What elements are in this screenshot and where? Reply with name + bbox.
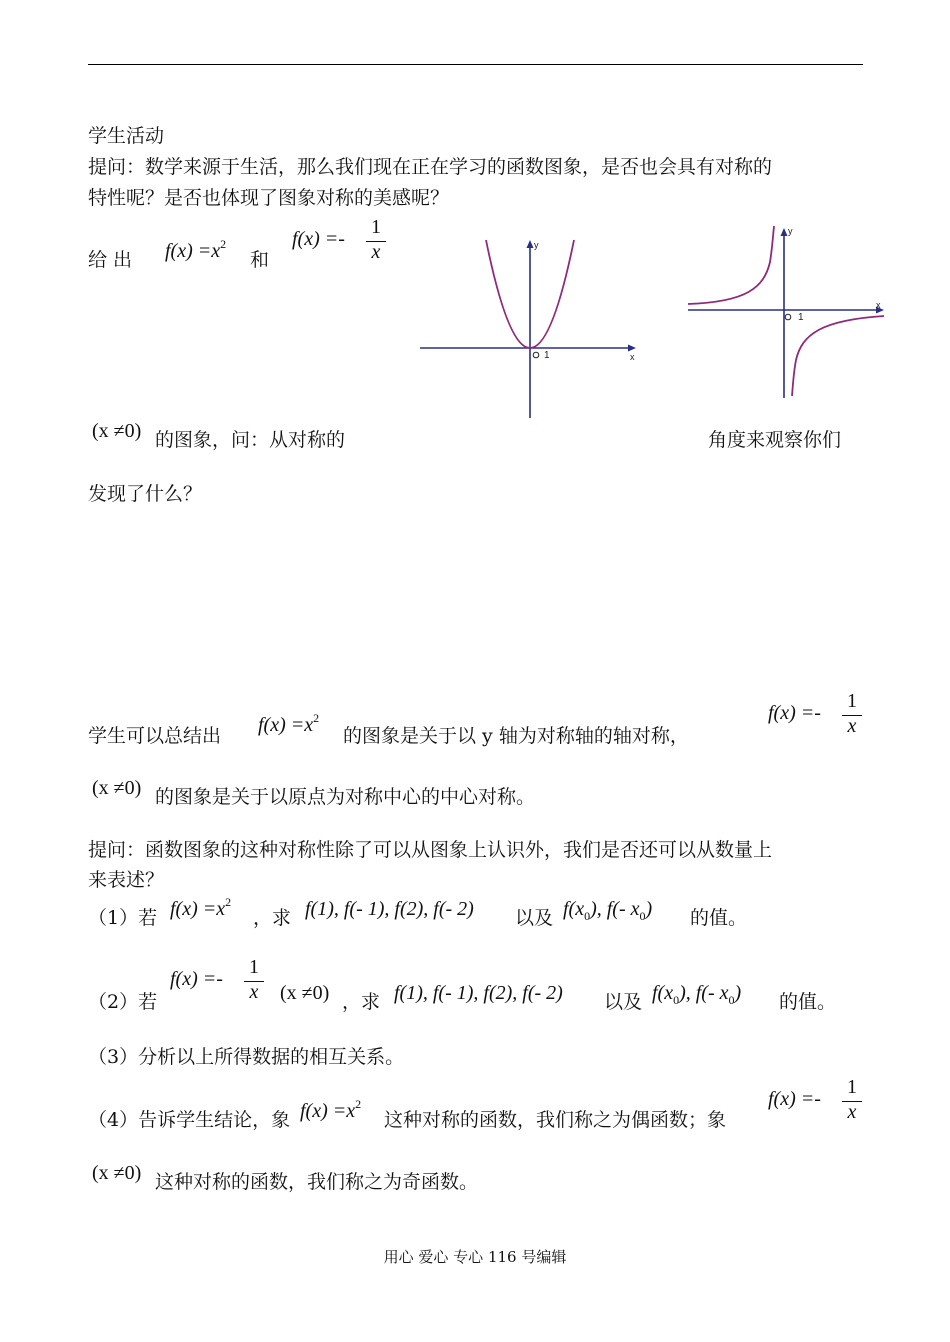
formula-reciprocal: f(x) =- xyxy=(768,1088,821,1110)
page-footer: 用心 爱心 专心 116 号编辑 xyxy=(383,1248,567,1266)
item-2-also: 以及 xyxy=(604,991,643,1013)
formula-square: $f(x) =x^2$ xyxy=(165,237,227,262)
question-line-1: 提问：数学来源于生活，那么我们现在正在学习的函数图象，是否也会具有对称的 xyxy=(88,156,773,178)
item-1-also: 以及 xyxy=(515,907,554,929)
item-2-values: f(1), f(- 1), f(2), f(- 2) xyxy=(394,982,563,1004)
item-2-prefix: （2）若 xyxy=(88,991,158,1013)
tick-label-1: 1 xyxy=(798,312,804,323)
condition-x-nonzero: (x ≠0) xyxy=(280,982,330,1004)
formula-square: $f(x) =x^2$ xyxy=(258,711,320,736)
formula-square: $f(x) =x^2$ xyxy=(300,1097,362,1122)
condition-x-nonzero: (x ≠0) xyxy=(92,777,142,799)
item-2-ask: ，求 xyxy=(342,991,381,1013)
item-3: （3）分析以上所得数据的相互关系。 xyxy=(88,1046,405,1068)
axis-label-x: x xyxy=(630,352,635,362)
tick-label-1: 1 xyxy=(544,350,550,361)
x-axis-arrow xyxy=(628,345,636,352)
and-label: 和 xyxy=(250,249,270,271)
item-1-prefix: （1）若 xyxy=(88,907,158,929)
y-axis-arrow xyxy=(527,240,534,248)
formula-reciprocal: f(x) =- xyxy=(292,228,345,250)
item-4-prefix: （4）告诉学生结论，象 xyxy=(88,1109,291,1131)
section-heading: 学生活动 xyxy=(88,125,165,147)
formula-reciprocal: f(x) =- xyxy=(170,968,223,990)
item-4-end: 这种对称的函数，我们称之为奇函数。 xyxy=(155,1171,479,1193)
item-4-middle: 这种对称的函数，我们称之为偶函数；象 xyxy=(384,1109,727,1131)
item-1-ask: ，求 xyxy=(253,907,292,929)
item-1-x0-values: $f(x_0)$, f(- $x_0$) xyxy=(563,898,653,923)
formula-reciprocal: f(x) =- xyxy=(768,702,821,724)
axis-label-x: x xyxy=(876,300,881,310)
parabola-graph xyxy=(418,236,642,420)
question2-line-2: 来表述？ xyxy=(88,869,165,891)
item-1-end: 的值。 xyxy=(690,907,748,929)
give-label: 给 出 xyxy=(88,249,133,271)
header-rule xyxy=(88,64,863,65)
axis-label-y: y xyxy=(534,240,539,250)
formula-square: $f(x) =x^2$ xyxy=(170,895,232,920)
item-1-values: f(1), f(- 1), f(2), f(- 2) xyxy=(305,898,474,920)
origin-mark xyxy=(785,314,791,320)
hyperbola-lower-branch xyxy=(792,316,884,396)
question2-line-1: 提问：函数图象的这种对称性除了可以从图象上认识外，我们是否还可以从数量上 xyxy=(88,839,773,861)
question-line-2: 特性呢？是否也体现了图象对称的美感呢？ xyxy=(88,187,450,209)
summary-middle: 的图象是关于以 y 轴为对称轴的轴对称， xyxy=(343,725,689,747)
origin-mark xyxy=(533,352,539,358)
after-graph-right: 角度来观察你们 xyxy=(708,429,842,451)
item-2-x0-values: $f(x_0)$, f(- $x_0$) xyxy=(652,982,742,1007)
hyperbola-upper-branch xyxy=(688,226,774,304)
item-2-end: 的值。 xyxy=(779,991,837,1013)
condition-x-nonzero: (x ≠0) xyxy=(92,1162,142,1184)
found-question: 发现了什么？ xyxy=(88,483,203,505)
summary-prefix: 学生可以总结出 xyxy=(88,725,222,747)
summary-second: 的图象是关于以原点为对称中心的中心对称。 xyxy=(155,786,536,808)
axis-label-y: y xyxy=(788,226,793,236)
condition-x-nonzero: (x ≠0) xyxy=(92,420,142,442)
after-graph-left: 的图象，问：从对称的 xyxy=(155,429,346,451)
hyperbola-graph xyxy=(686,222,890,402)
y-axis-arrow xyxy=(781,228,788,236)
